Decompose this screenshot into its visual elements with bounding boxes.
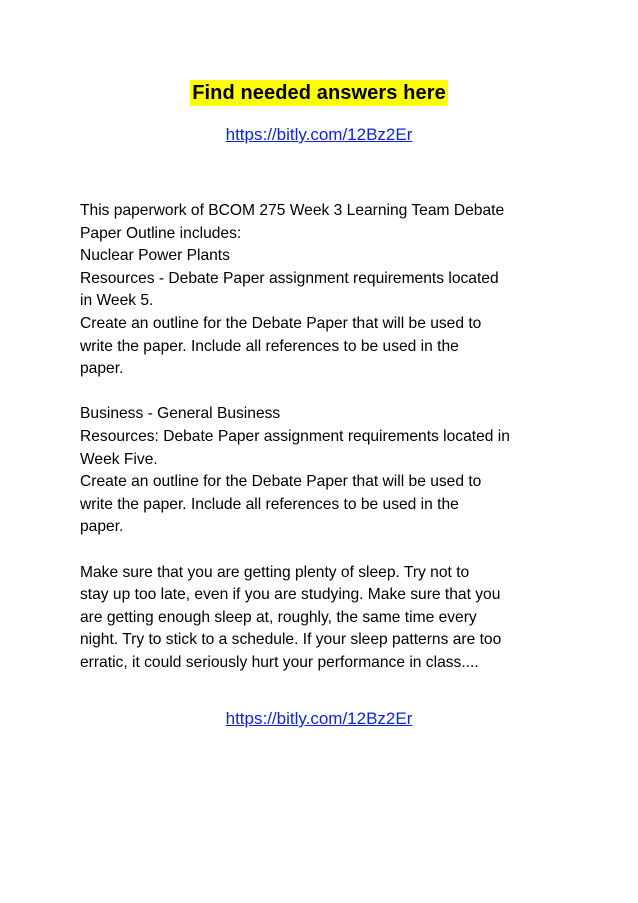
text-line: in Week 5. [80,292,154,310]
text-line: Resources: Debate Paper assignment requirements located in [80,427,510,445]
paragraph-business [80,403,570,539]
text-line: write the paper. Include all references to be used in the [80,495,459,513]
highlighted-heading: Find needed answers here [192,82,446,104]
text-line: erratic, it could seriously hurt your performance in class.... [80,653,479,671]
paragraph-sleep-advice [80,562,570,675]
text-line: paper. [80,518,124,536]
body-text [80,200,570,674]
text-line: Create an outline for the Debate Paper that will be used to [80,314,482,332]
text-line: Week Five. [80,450,158,468]
bottom-link-container [0,708,638,730]
paragraph-spacer [80,381,570,404]
text-line: write the paper. Include all references to be used in the [80,337,459,355]
text-line: Create an outline for the Debate Paper that will be used to [80,473,482,491]
text-line: Nuclear Power Plants [80,247,230,265]
text-line: Resources - Debate Paper assignment requirements located [80,269,499,287]
text-line: This paperwork of BCOM 275 Week 3 Learning Team Debate [80,202,505,219]
paragraph-course-outline [80,200,570,381]
top-link-container [0,124,638,146]
top-link[interactable]: https://bitly.com/12Bz2Er [225,125,413,144]
text-line: Make sure that you are getting plenty of sleep. Try not to [80,563,470,581]
text-line: stay up too late, even if you are studying. Make sure that you [80,586,501,604]
text-line: Business - General Business [80,405,281,423]
bottom-link[interactable]: https://bitly.com/12Bz2Er [225,709,413,728]
text-line: are getting enough sleep at, roughly, the same time every [80,608,477,626]
text-line: night. Try to stick to a schedule. If your sleep patterns are too [80,631,502,649]
paragraph-spacer [80,539,570,562]
heading-container [0,80,638,106]
text-line: paper. [80,360,124,378]
text-line: Paper Outline includes: [80,224,242,242]
